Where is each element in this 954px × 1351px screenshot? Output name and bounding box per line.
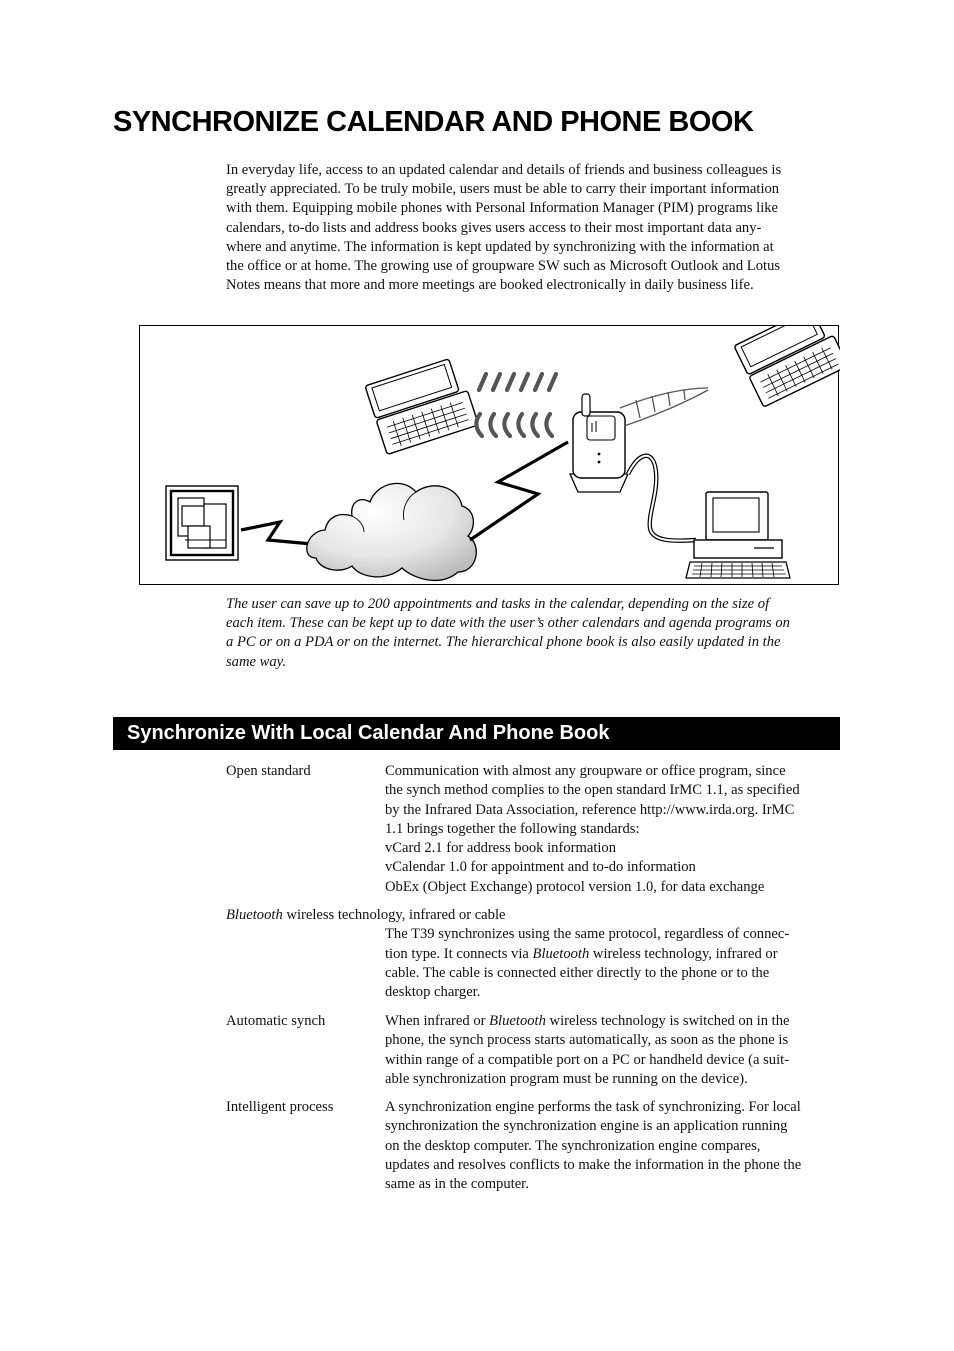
description-line: 1.1 brings together the following standards: <box>385 820 640 837</box>
description-line: by the Infrared Data Association, reference http://www.irda.org. IrMC <box>385 801 795 818</box>
intro-line: In everyday life, access to an updated calendar and details of friends and business colleagues is <box>226 162 782 178</box>
feature-term <box>226 906 505 925</box>
feature-description <box>385 762 845 897</box>
desktop-computer-icon <box>686 492 790 578</box>
description-line: synchronization the synchronization engine is an application running <box>385 1118 788 1135</box>
description-line: tion type. It connects via Bluetooth wireless technology, infrared or <box>385 945 778 962</box>
sync-illustration <box>139 325 839 585</box>
feature-description <box>385 1098 845 1194</box>
section-heading-bar <box>113 717 840 750</box>
description-line: ObEx (Object Exchange) protocol version 1.0, for data exchange <box>385 878 765 895</box>
description-line: cable. The cable is connected either directly to the phone or to the <box>385 964 770 981</box>
caption-line: each item. These can be kept up to date with the user’s other calendars and agenda programs on <box>226 615 790 632</box>
description-line: desktop charger. <box>385 984 481 1001</box>
section-heading: Synchronize With Local Calendar And Phone Book <box>127 722 610 744</box>
term-rest: wireless technology, infrared or cable <box>282 907 506 923</box>
feature-term: Intelligent process <box>226 1099 334 1115</box>
caption-line: The user can save up to 200 appointments and tasks in the calendar, depending on the size of <box>226 596 770 612</box>
description-line: same as in the computer. <box>385 1176 529 1193</box>
intro-line: greatly appreciated. To be truly mobile, users must be able to carry their important information <box>226 181 780 198</box>
radio-waves-icon <box>476 374 556 436</box>
feature-description <box>385 925 845 1002</box>
link-cloud-phone <box>470 442 568 540</box>
handheld-pda-icon <box>734 326 840 407</box>
link-server-cloud <box>241 522 312 544</box>
sync-cable <box>628 456 696 541</box>
intro-paragraph <box>226 161 840 295</box>
description-line: phone, the synch process starts automatically, as soon as the phone is <box>385 1032 789 1049</box>
mobile-phone-icon <box>570 394 628 492</box>
description-line: vCalendar 1.0 for appointment and to-do information <box>385 859 696 876</box>
handheld-pda-icon <box>365 356 479 454</box>
description-line: A synchronization engine performs the task of synchronizing. For local <box>385 1099 801 1115</box>
description-line: When infrared or Bluetooth wireless technology is switched on in the <box>385 1013 790 1029</box>
feature-description <box>385 1012 845 1089</box>
caption-line: a PC or on a PDA or on the internet. The hierarchical phone book is also easily updated in the <box>226 634 781 651</box>
description-line: vCard 2.1 for address book information <box>385 840 617 857</box>
description-line: Communication with almost any groupware or office program, since <box>385 763 786 779</box>
description-line: the synch method complies to the open standard IrMC 1.1, as specified <box>385 782 800 799</box>
intro-line: Notes means that more and more meetings are booked electronically in daily business life. <box>226 277 754 294</box>
intro-line: where and anytime. The information is kept updated by synchronizing with the information at <box>226 238 774 255</box>
term-emphasis: Bluetooth <box>226 907 283 923</box>
intro-line: calendars, to-do lists and address books gives users access to their most important data any- <box>226 219 762 236</box>
page-title: SYNCHRONIZE CALENDAR AND PHONE BOOK <box>113 106 754 138</box>
infrared-beam <box>620 388 708 426</box>
internet-cloud-icon <box>307 483 477 580</box>
description-line: updates and resolves conflicts to make the information in the phone the <box>385 1156 802 1173</box>
figure-caption <box>226 595 840 672</box>
server-icon <box>166 486 238 560</box>
description-line: able synchronization program must be running on the device). <box>385 1070 748 1087</box>
caption-line: same way. <box>226 653 286 670</box>
description-line: on the desktop computer. The synchronization engine compares, <box>385 1137 761 1154</box>
description-line: within range of a compatible port on a PC or handheld device (a suit- <box>385 1051 790 1068</box>
intro-line: the office or at home. The growing use of groupware SW such as Microsoft Outlook and Lotus <box>226 258 781 275</box>
feature-term: Open standard <box>226 763 311 779</box>
intro-line: with them. Equipping mobile phones with Personal Information Manager (PIM) programs like <box>226 200 779 217</box>
feature-term: Automatic synch <box>226 1013 326 1029</box>
description-line: The T39 synchronizes using the same protocol, regardless of connec- <box>385 926 790 943</box>
